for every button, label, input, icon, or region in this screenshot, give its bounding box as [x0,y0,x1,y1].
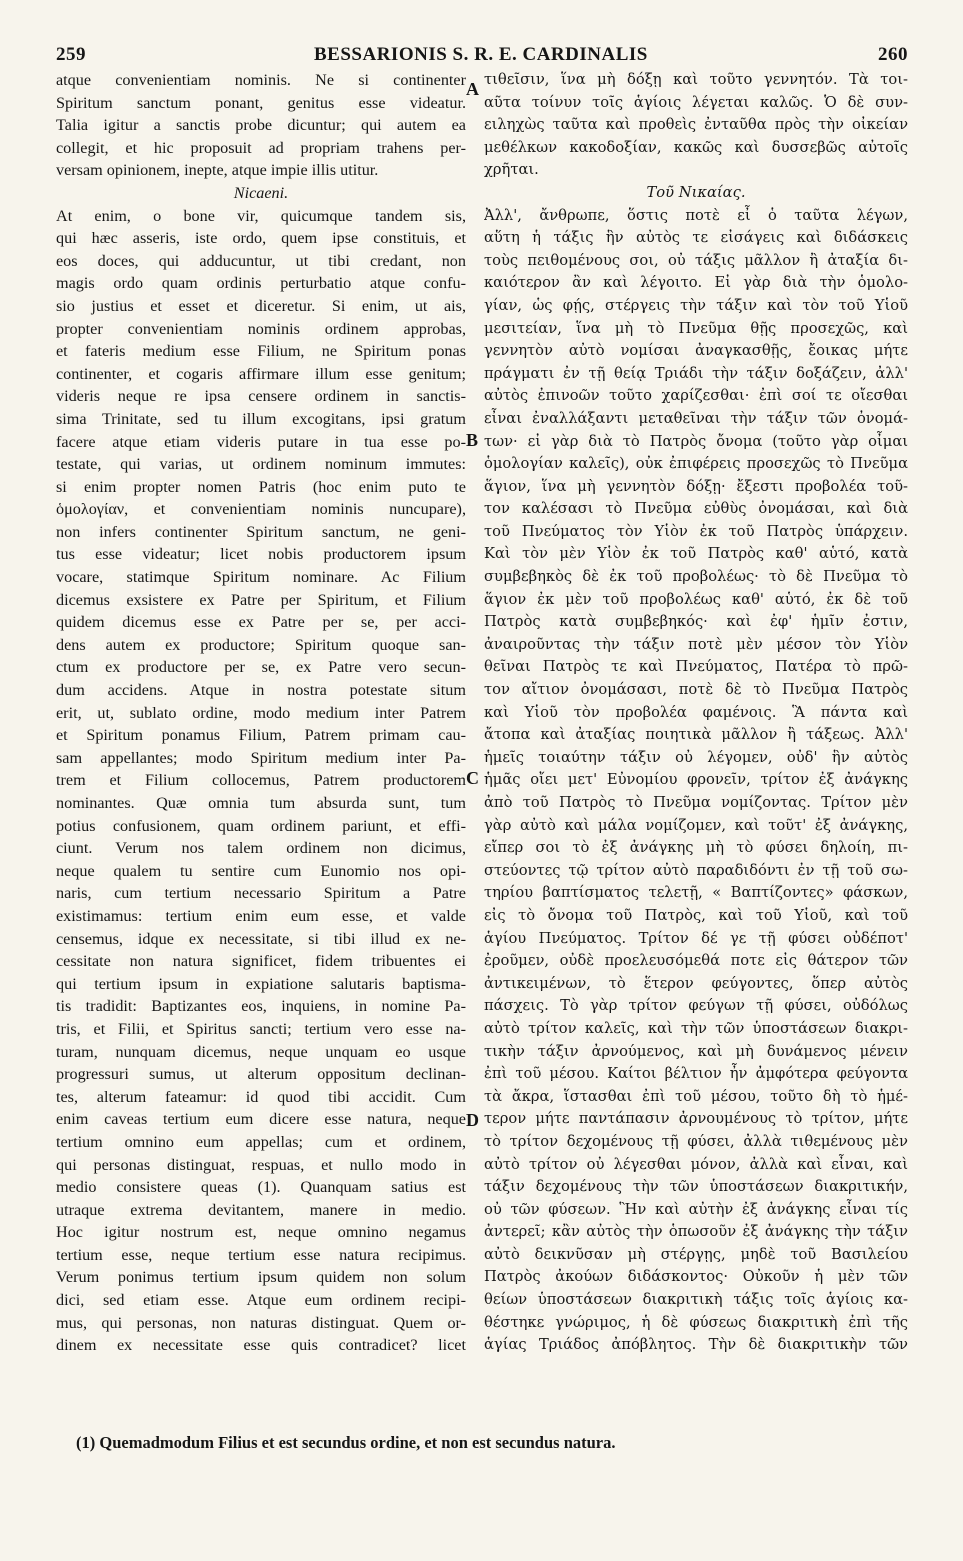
text-line: At enim, o bone vir, quicumque tandem sis, [56,206,466,225]
text-line: Καὶ τὸν μὲν Υἱὸν ἐκ τοῦ Πατρὸς καθ' αὑτό, κατὰ [484,545,908,563]
text-line: ἄτοπα καὶ ἀταξίας ποιητικὰ μᾶλλον ἢ τάξεως. Ἀλλ' [484,726,908,744]
text-line: ἁγίας Τριάδος ἀπόβλητος. Τὴν δὲ διακριτικὴν τῶν [484,1336,908,1354]
text-line: Talia igitur a sanctis probe dicuntur; qui autem ea [56,116,466,135]
text-line: tus esse videatur; licet nobis productorem ipsum [56,545,466,564]
text-line: nominantes. Quæ omnia tum absurda sunt, tum [56,794,466,812]
text-line: et fateris medium esse Filium, ne Spiritum ponas [56,342,466,361]
text-line: ἐροῦμεν, οὐδὲ προελευσόμεθά ποτε εἰς θάτερον τῶν [484,952,908,970]
text-line: Ἀλλ', ἄνθρωπε, ὅστις ποτὲ εἶ ὁ ταῦτα λέγων, [484,206,908,224]
text-line: censemus, idque ex necessitate, si tibi illud ex ne- [56,929,466,948]
text-line: dens autem ex productore; Spiritum quoque san- [56,635,466,654]
text-line: ἅγιον ἐκ μὲν τοῦ προβολέως καθ' αὑτό, ἐκ δὲ τοῦ [484,590,908,608]
text-line: ἀντερεῖ; κἂν αὐτὸς τὴν ὁπωσοῦν ἐξ ἀνάγκης τὴν τάξιν [484,1223,908,1241]
text-line: τὸ τρίτον δεχομένους τῇ φύσει, ἀλλὰ τιθεμένους μὲν [484,1132,908,1150]
text-line: ἐπὶ τοῦ μέσου. Καίτοι βέλτιον ἦν ἀμφότερα φεύγοντα [484,1065,908,1083]
text-line: εἶναι ἐναλλάξαντι μεταθεῖναι τὴν τάξιν τῶν ὀνομά- [484,409,908,427]
text-line: αὐτὸ τρίτον οὐ λέγεσθαι μόνον, ἀλλὰ καὶ εἶναι, καὶ [484,1155,908,1173]
margin-marker-d: D [466,1110,479,1130]
text-line: στεύοντες τῷ τρίτον αὐτὸ παραδιδόντι ἐν τῇ τοῦ σω- [484,861,908,879]
text-line: τοὺς πειθομένους σοι, οὐ τάξις μᾶλλον ἢ ἀταξία δι- [484,251,908,269]
text-line: progressuri sumus, ut alterum oppositum declinan- [56,1065,466,1084]
text-line: qui hæc asseris, iste ordo, quem ipse constituis, et [56,229,466,248]
text-line: Spiritum sanctum ponant, genitus esse videatur. [56,93,466,112]
text-line: sio justius et esset et diceretur. Si enim, ut ais, [56,296,466,315]
text-line: μεθέλκων κακοδοξίαν, κακῶς καὶ δυσσεβῶς αὐτοῖς [484,138,908,156]
text-line: καιότερον ἂν καὶ λέγοιτο. Εἰ γὰρ διὰ τὴν ὁμολο- [484,274,908,292]
page-number-left: 259 [56,44,86,65]
text-line: εἴπερ σοι τὸ ἐξ ἀνάγκης μὴ τὸ φύσει δηλοίη, πι- [484,839,908,857]
text-line: μεσιτείαν, ἵνα μὴ τὸ Πνεῦμα θῇς προσεχῶς, καὶ [484,319,908,337]
text-line: turam, nunquam dicemus, neque unquam eo usque [56,1042,466,1061]
text-line: dinem ex necessitate esse quis contradicet? licet [56,1336,466,1355]
text-line: θέστηκε γνώριμος, ἡ δὲ φύσεως διακριτικὴ ἐπὶ τῆς [484,1313,908,1331]
text-line: συμβεβηκὸς δὲ ἐκ τοῦ προβολέως· τὸ δὲ Πνεῦμα τὸ [484,568,908,586]
greek-column [484,69,908,1357]
text-line: των· εἰ γὰρ διὰ τὸ Πατρὸς ὄνομα (τοῦτο γὰρ οἶμαι [484,432,908,450]
text-line: ἅγιον, ἵνα μὴ γεννητὸν δόξῃ· ἔξεστι προβολέα τοῦ- [484,477,908,495]
text-line: dum accidens. Atque in nostra potestate situm [56,681,466,700]
text-line: ἁγίου Πνεύματος. Τρίτον δέ γε τῇ φύσει οὐδέποτ' [484,929,908,947]
text-line: ἡμεῖς τοιαύτην τάξιν οὐ λέγομεν, οὐδ' ἣν αὐτὸς [484,748,908,766]
text-line: sam appellantes; modo Spiritum medium inter Pa- [56,748,466,767]
text-line: οὐ τῶν φύσεων. Ἣν καὶ αὐτὴν ἐξ ἀνάγκης εἶναι τίς [484,1200,908,1218]
text-line: Πατρὸς κατὰ συμβεβηκός· καὶ ἐφ' ἡμῖν ἐστιν, [484,613,908,631]
section-heading: Nicaeni. [233,183,289,202]
text-line: θείων ὑποστάσεων διακριτικὴ τάξις τοῖς ἁγίοις κα- [484,1291,908,1309]
text-line: vocare, statimque Spiritum nominare. Ac Filium [56,568,466,587]
text-line: αὐτὸς ἐπινοῶν τοῦτο χαρίζεσθαι· ἐπὶ σοί τε οἴεσθαι [484,387,908,405]
footnote: (1) Quemadmodum Filius et est secundus ordine, et non est secundus natura. [76,1433,616,1452]
text-line: γὰρ αὐτὸ καὶ μάλα νομίζομεν, καὶ τοῦτ' ἐξ ἀνάγκης, [484,816,908,834]
text-line: χρῆται. [484,161,539,179]
text-line: enim caveas tertium eum dicere esse natura, neque [56,1110,466,1129]
text-line: αὐτὸ δεικνῦσαν μὴ στέργῃς, μηδὲ τοῦ Βασιλείου [484,1245,908,1263]
text-line: ἀναιροῦντας τὴν τάξιν ποτὲ μὲν μέσον τὸν Υἱὸν [484,635,908,653]
text-line: existimamus: tertium enim eum esse, et valde [56,906,466,925]
text-line: dici, sed etiam esse. Atque eum ordinem recipi- [56,1291,466,1310]
text-line: τιθεῖσιν, ἵνα μὴ δόξῃ καὶ τοῦτο γεννητόν. Τὰ τοι- [484,71,908,88]
text-line: τον καλέσασι τὸ Πνεῦμα εὐθὺς ὀνομάσαι, καὶ διὰ [484,500,908,518]
text-line: αὐτὸ τρίτον καλεῖς, καὶ τὴν τῶν ὑποστάσεων διακρι- [484,1019,908,1037]
text-line: πάσχεις. Τὸ γὰρ τρίτον φεύγων τῇ φύσει, οὐδόλως [484,997,908,1015]
text-line: ἀπὸ τοῦ Πατρὸς τὸ Πνεῦμα νομίζοντας. Τρίτον μὲν [484,794,908,811]
text-line: si enim propter nomen Patris (hoc enim puto te [56,477,466,496]
text-line: ὁμολογίαν καλεῖς), οὐκ ἐπιφέρεις προσεχῶς τὸ Πνεῦμα [484,455,908,473]
text-line: potius confusionem, quam ordinem pariunt, et effi- [56,816,466,835]
text-line: mus, qui personas, non naturas distinguat. Quem or- [56,1313,466,1332]
text-line: ἡμᾶς οἴει μετ' Εὐνομίου φρονεῖν, τρίτον ἐξ ἀνάγκης [484,771,908,789]
text-line: ειληχὼς ταῦτα καὶ προθεὶς ἐνταῦθα πρὸς τὴν οἰκείαν [484,116,908,134]
text-line: Verum ponimus tertium ipsum quidem non solum [56,1268,466,1287]
text-line: καὶ Υἱοῦ τὸν προβολέα φαμένοις. Ἃ πάντα καὶ [484,703,908,721]
text-line: γεννητὸν αὐτὸ νομίσαι ἀναγκασθῇς, ἔοικας μήτε [484,342,908,360]
text-line: tertium omnino eum appellas; cum et ordinem, [56,1132,466,1151]
text-line: trem et Filium collocemus, Patrem productorem [56,771,466,790]
text-line: τοῦ Πνεύματος τὸν Υἱὸν ἐκ τοῦ Πατρὸς ὑπάρχειν. [484,522,908,540]
margin-marker-a: A [466,79,479,99]
text-line: collegit, et hic proposuit ad propriam trahens per- [56,138,466,157]
running-title: BESSARIONIS S. R. E. CARDINALIS [314,44,648,65]
text-line: tris, et Filii, et Spiritus sancti; tertium vero esse na- [56,1019,466,1038]
text-line: αὕτη ἡ τάξις ἣν αὐτὸς τε εἰσάγεις καὶ διδάσκεις [484,229,908,247]
text-line: τερον μήτε παντάπασιν ἀρνουμένους τὸ τρίτον, μήτε [484,1110,908,1128]
text-line: sima Trinitate, sed tu illum excogitans, ipsi gratum [56,409,466,428]
text-line: ciunt. Verum nos talem ordinem non dicimus, [56,839,466,858]
text-line: τὰ ἄκρα, ἵστασθαι ἐπὶ τοῦ μέσου, τοῦτο δὴ τὸ ἡμέ- [484,1087,908,1105]
text-line: magis ordo quam ordinis perturbatio atque confu- [56,274,466,293]
text-line: medio consistere queas (1). Quanquam satius est [56,1178,466,1197]
text-line: propter convenientiam nominis ordinem approbas, [56,319,466,338]
text-line: facere atque etiam videris putare in tua esse po- [56,432,466,451]
text-line: γίαν, ὡς φῄς, στέργεις τὴν τάξιν καὶ τὸν τοῦ Υἱοῦ [484,296,908,314]
text-line: ἀντικειμένων, τὸ ἕτερον φεύγοντες, ὅπερ αὐτὸς [484,974,908,992]
text-line: et Spiritum ponamus Filium, Patrem primam cau- [56,726,466,745]
text-line: qui personas distinguat, respuas, et nullo modo in [56,1155,466,1174]
text-line: θεῖναι Πατρὸς τε καὶ Πνεύματος, Πατέρα τὸ πρῶ- [484,658,908,676]
text-line: cessitate non natura significet, fidem tribuentes ei [56,952,466,971]
text-line: αῦτα τοίνυν τοῖς ἁγίοις λέγεται καλῶς. Ὁ δὲ συν- [484,93,908,111]
text-line: qui tertium ipsum in expiatione salutaris baptisma- [56,974,466,993]
text-line: Πατρὸς ἀκούων διδάσκοντος· Οὐκοῦν ἡ μὲν τῶν [484,1268,908,1286]
text-line: atque convenientiam nominis. Ne si continenter [56,71,466,89]
text-line: Hoc igitur nostrum est, neque omnino negamus [56,1223,466,1242]
text-line: versam opinionem, inepte, atque impie illis utitur. [56,161,379,180]
text-line: tertium esse, neque tertium esse natura recipimus. [56,1245,466,1264]
text-line: τον αἴτιον ὀνομάσασι, ποτὲ δὲ τὸ Πνεῦμα Πατρὸς [484,681,908,699]
text-line: quidem dicemus esse ex Patre per se, per acci- [56,613,466,632]
text-line: tis tradidit: Baptizantes eos, inquiens, in nomine Pa- [56,997,466,1016]
text-line: τάξιν δεχομένους τὴν τῶν ὑποστάσεων διακριτικήν, [484,1178,908,1196]
section-heading: Τοῦ Νικαίας. [646,183,746,201]
text-line: naris, cum tertium necessario Spiritum a Patre [56,884,466,903]
text-line: πράγματι ἐν τῇ θείᾳ Τριάδι τὴν τάξιν δοξάζειν, ἀλλ' [484,364,908,382]
text-line: continenter, et cogaris affirmare illum esse genitum; [56,364,466,383]
text-line: τικὴν τάξιν ἀρνούμενος, καὶ μὴ δυνάμενος μένειν [484,1042,908,1060]
latin-column [56,69,466,1357]
page-number-right: 260 [878,44,908,65]
margin-marker-b: B [466,430,479,450]
text-line: videris neque re ipsa censere ordinem in sanctis- [56,387,466,406]
text-line: tes, alterum fateamur: id quod tibi accidit. Cum [56,1087,466,1106]
text-line: ctum ex productore per se, ex Patre vero secun- [56,658,466,677]
text-line: neque qualem tu sentire cum Eunomio nos opi- [56,861,466,880]
text-line: non infers continenter Spiritum sanctum, ne geni- [56,522,466,541]
text-line: ὁμολογίαν, et convenientiam nominis nuncupare), [56,500,466,519]
text-line: utraque extrema devitantem, manere in medio. [56,1200,466,1219]
text-line: dicemus exsistere ex Patre per Spiritum, et Filium [56,590,466,609]
text-line: eos doces, qui adducuntur, ut tibi credant, non [56,251,466,270]
margin-marker-c: C [466,768,479,788]
text-line: erit, ut, sublato ordine, modo medium inter Patrem [56,703,466,722]
text-line: τηρίου βαπτίσματος τελετῇ, « Βαπτίζοντες» φάσκων, [484,884,908,902]
text-line: testate, qui varias, ut ordinem nominum immutes: [56,455,466,474]
text-line: εἰς τὸ ὄνομα τοῦ Πατρὸς, καὶ τοῦ Υἱοῦ, καὶ τοῦ [484,906,908,924]
